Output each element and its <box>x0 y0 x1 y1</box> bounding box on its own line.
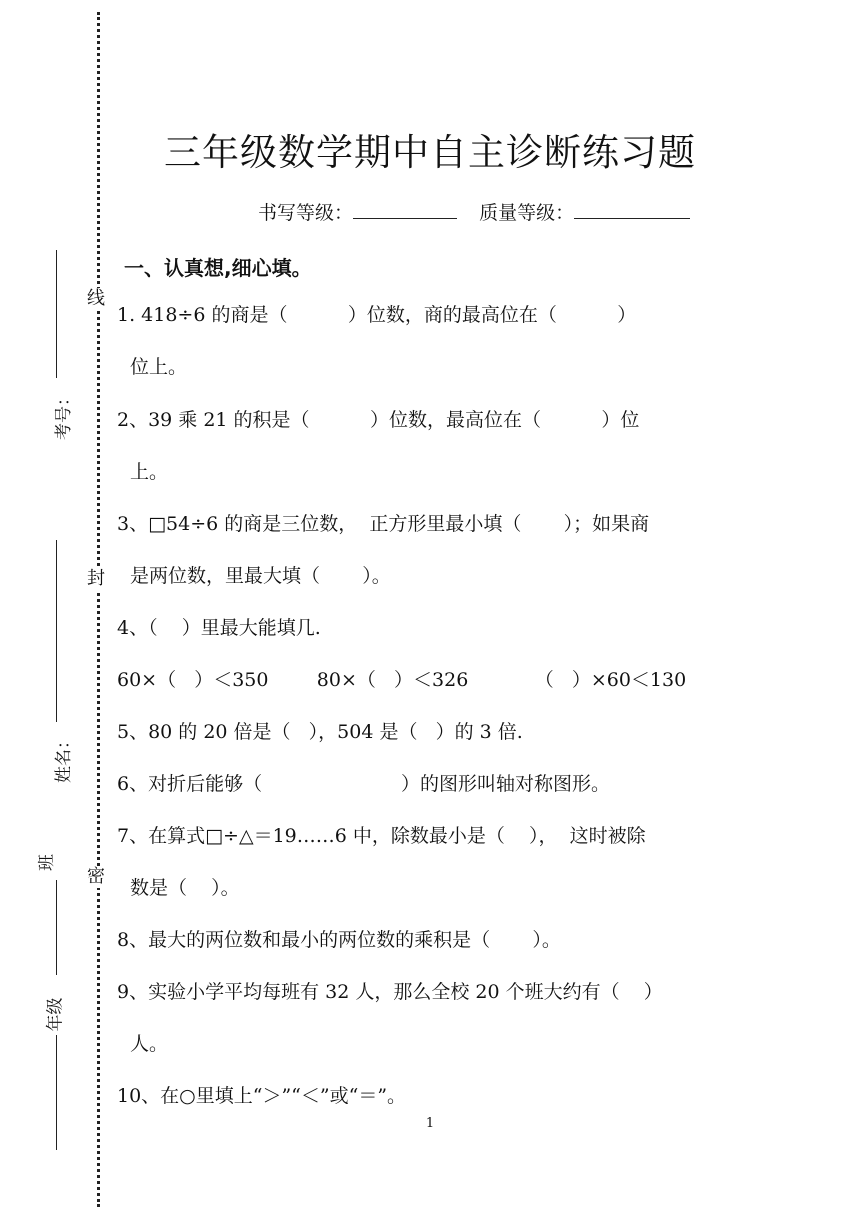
question-2: 2、39 乘 21 的积是（ ）位数，最高位在（ ）位 <box>117 409 640 431</box>
exam-no-line[interactable] <box>56 250 57 378</box>
section-heading: 一、认真想,细心填。 <box>124 256 312 280</box>
question-1: 1. 418÷6 的商是（ ）位数，商的最高位在（ ） <box>117 304 637 326</box>
name-label: 姓名： <box>54 732 74 783</box>
question-4-items: 60×（ ）＜350 80×（ ）＜326 （ ）×60＜130 <box>117 669 687 691</box>
page-title: 三年级数学期中自主诊断练习题 <box>164 131 696 174</box>
class-label: 班 <box>37 854 57 871</box>
writing-grade-label: 书写等级： <box>258 202 354 224</box>
question-4: 4、（ ）里最大能填几. <box>117 617 321 639</box>
writing-grade-blank[interactable] <box>353 200 457 219</box>
question-9: 9、实验小学平均每班有 32 人，那么全校 20 个班大约有（ ） <box>117 981 663 1003</box>
seal-mark-line: 线 <box>84 288 108 310</box>
question-6: 6、对折后能够（ ）的图形叫轴对称图形。 <box>117 773 610 795</box>
grade-label: 年级 <box>45 997 66 1032</box>
class-line[interactable] <box>56 880 57 975</box>
question-3: 3、□54÷6 的商是三位数， 正方形里最小填（ ）；如果商 <box>117 513 650 535</box>
question-10: 10、在○里填上“＞”“＜”或“＝”。 <box>117 1085 407 1107</box>
grade-fields <box>258 198 690 225</box>
question-1-cont: 位上。 <box>130 356 188 378</box>
name-line[interactable] <box>56 540 57 722</box>
question-3-cont: 是两位数，里最大填（ ）。 <box>130 565 391 587</box>
binding-dotted-line <box>97 12 100 1207</box>
grade-line[interactable] <box>56 1035 57 1150</box>
question-7: 7、在算式□÷△＝19……6 中，除数最小是（ ）， 这时被除 <box>117 825 646 847</box>
seal-mark-secret: 密 <box>84 866 108 888</box>
question-9-cont: 人。 <box>130 1033 169 1055</box>
question-5: 5、80 的 20 倍是（ ），504 是（ ）的 3 倍. <box>117 721 523 743</box>
quality-grade-blank[interactable] <box>574 200 690 219</box>
page-number: 1 <box>425 1116 435 1131</box>
question-8: 8、最大的两位数和最小的两位数的乘积是（ ）。 <box>117 929 561 951</box>
question-7-cont: 数是（ ）。 <box>130 877 240 899</box>
seal-mark-seal: 封 <box>84 568 108 590</box>
quality-grade-label: 质量等级： <box>479 202 575 224</box>
exam-no-label: 考号： <box>54 389 74 440</box>
question-2-cont: 上。 <box>130 461 169 483</box>
